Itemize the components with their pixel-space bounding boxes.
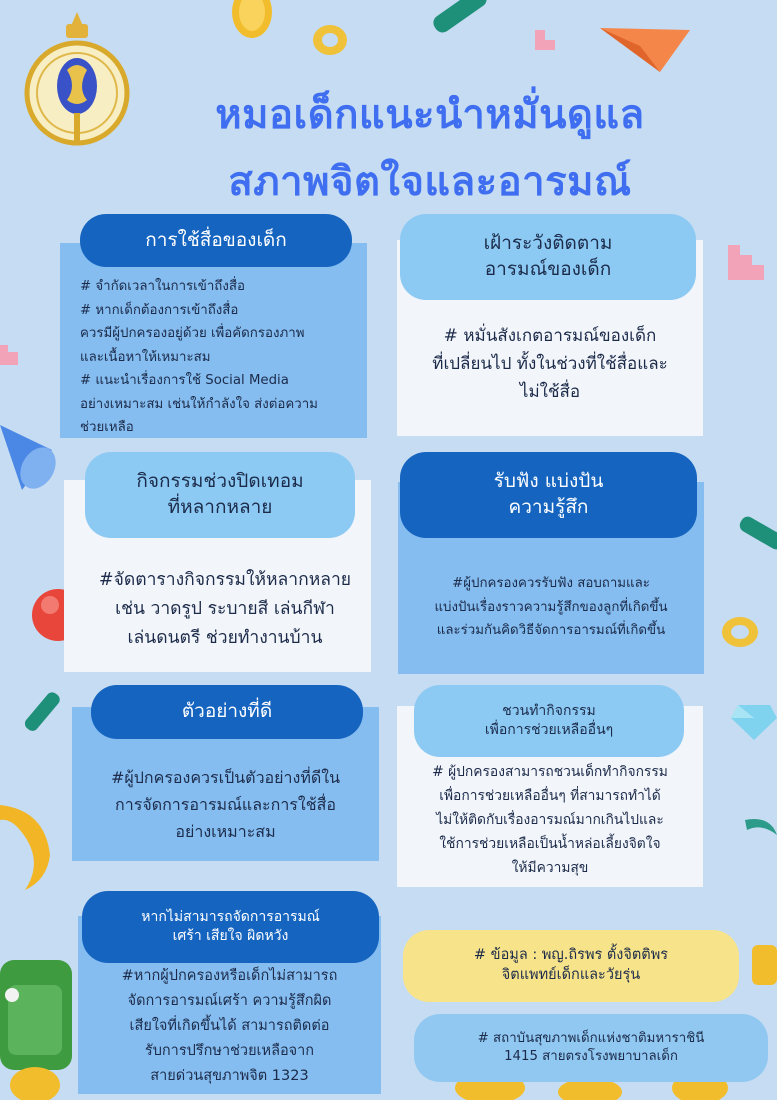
diamond-icon bbox=[731, 705, 777, 740]
teal-bar-shape bbox=[22, 690, 62, 733]
page-subtitle bbox=[150, 159, 710, 205]
hospital-emblem-icon bbox=[22, 8, 132, 158]
backpack-icon bbox=[0, 960, 72, 1070]
teal-bar-shape bbox=[430, 0, 489, 36]
activities-text: #จัดตารางกิจกรรมให้หลากหลาย เช่น วาดรูป ระบายสี เล่นกีฬา เล่นดนตรี ช่วยทำงานบ้าน bbox=[98, 570, 352, 648]
paper-plane-icon bbox=[600, 28, 690, 72]
helping-heading: ชวนทำกิจกรรม เพื่อการช่วยเหลืออื่นๆ bbox=[414, 685, 684, 757]
gold-ring-icon bbox=[313, 25, 347, 55]
gold-bar-shape bbox=[752, 945, 777, 985]
monitor-text: # หมั่นสังเกตอารมณ์ของเด็ก ที่เปลี่ยนไป ทั้งในช่วงที่ใช้สื่อและ ไม่ใช้สื่อ bbox=[432, 326, 668, 402]
page-title bbox=[150, 92, 710, 138]
teal-bar-shape bbox=[737, 514, 777, 552]
listen-heading: รับฟัง แบ่งปัน ความรู้สึก bbox=[400, 452, 697, 538]
listen-text: #ผู้ปกครองควรรับฟัง สอบถามและ แบ่งปันเรื่องราวความรู้สึกของลูกที่เกิดขึ้น และร่วมกันคิดวิธีจัดการอารมณ์ที่เกิดขึ้น bbox=[434, 576, 668, 638]
helping-text: # ผู้ปกครองสามารถชวนเด็กทำกิจกรรม เพื่อการช่วยเหลืออื่นๆ ที่สามารถทำได้ ไม่ให้ติดกับเรื่องอารมณ์มากเกินไปและ ใช้การช่วยเหลือเป็นน้ำหล่อเลี้ยงจิตใจ ให้มีความสุข bbox=[432, 764, 668, 876]
teal-crescent-shape bbox=[745, 819, 777, 835]
hotline-heading: หากไม่สามารถจัดการอารมณ์ เศร้า เสียใจ ผิดหวัง bbox=[82, 891, 379, 963]
activities-heading: กิจกรรมช่วงปิดเทอม ที่หลากหลาย bbox=[85, 452, 355, 538]
institute-contact: # สถาบันสุขภาพเด็กแห่งชาติมหาราชินี 1415 สายตรงโรงพยาบาลเด็ก bbox=[414, 1014, 768, 1082]
title-line-1: หมอเด็กแนะนำหมั่นดูแล bbox=[215, 92, 645, 138]
monitor-heading: เฝ้าระวังติดตาม อารมณ์ของเด็ก bbox=[400, 214, 696, 300]
source-credit: # ข้อมูล : พญ.ถิรพร ตั้งจิตติพร จิตแพทย์เด็กและวัยรุ่น bbox=[403, 930, 739, 1002]
role-model-heading: ตัวอย่างที่ดี bbox=[91, 685, 363, 739]
hotline-text: #หากผู้ปกครองหรือเด็กไม่สามารถ จัดการอารมณ์เศร้า ความรู้สึกผิด เสียใจที่เกิดขึ้นได้ สามารถติดต่อ รับการปรึกษาช่วยเหลือจาก สายด่วนสุขภาพจิต 1323 bbox=[121, 968, 338, 1084]
role-model-text: #ผู้ปกครองควรเป็นตัวอย่างที่ดีใน การจัดการอารมณ์และการใช้สื่อ อย่างเหมาะสม bbox=[110, 768, 341, 841]
media-use-text: # จำกัดเวลาในการเข้าถึงสื่อ # หากเด็กต้องการเข้าถึงสื่อ ควรมีผู้ปกครองอยู่ด้วย เพื่อคัดกรองภาพ และเนื้อหาให้เหมาะสม # แนะนำเรื่องการใช้ Social Media อย่างเหมาะสม เช่นให้กำลังใจ ส่งต่อความ ช่วยเหลือ bbox=[80, 279, 318, 435]
title-line-2: สภาพจิตใจและอารมณ์ bbox=[228, 159, 632, 205]
gold-ring-icon bbox=[722, 617, 758, 647]
gold-coin-icon bbox=[10, 1067, 60, 1100]
yellow-arc-shape bbox=[0, 805, 50, 890]
gold-coin-icon bbox=[232, 0, 272, 38]
cone-icon bbox=[0, 425, 63, 495]
media-use-heading: การใช้สื่อของเด็ก bbox=[80, 214, 352, 267]
